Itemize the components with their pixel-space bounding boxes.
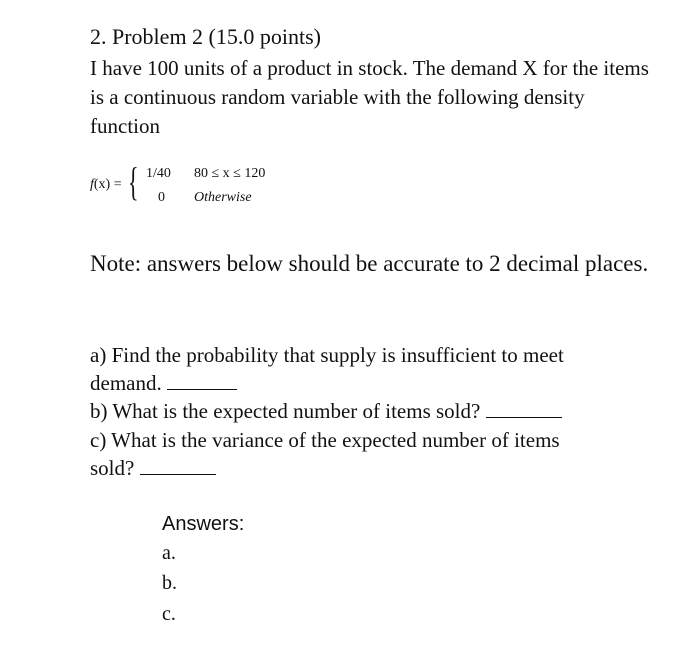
answer-b-label: b. (162, 572, 177, 594)
case1-condition: 80 ≤ x ≤ 120 (194, 166, 266, 181)
left-brace: { (128, 159, 139, 204)
question-a-line2 (90, 369, 237, 397)
answer-blank-b (486, 399, 562, 418)
case2-value: 0 (158, 190, 165, 205)
question-a-line1: a) Find the probability that supply is insufficient to meet (90, 343, 564, 367)
formula-lhs (90, 177, 122, 193)
question-b-text: b) What is the expected number of items sold? (90, 399, 481, 423)
answer-blank-c (140, 456, 216, 475)
accuracy-note: Note: answers below should be accurate to 2 decimal places. (90, 251, 649, 276)
answer-blank-a (167, 371, 237, 390)
density-function (90, 160, 330, 216)
question-c-text: sold? (90, 456, 135, 480)
answer-c-label: c. (162, 603, 176, 625)
formula-args: (x) = (93, 177, 122, 192)
question-b (90, 397, 562, 425)
case1-value: 1/40 (146, 166, 171, 181)
case2-condition: Otherwise (194, 190, 252, 205)
answer-a-label: a. (162, 542, 176, 564)
answers-heading: Answers: (162, 513, 245, 535)
question-c-line1: c) What is the variance of the expected number of items (90, 428, 560, 452)
problem-title: 2. Problem 2 (15.0 points) (90, 24, 321, 49)
formula-f: f (90, 177, 94, 192)
question-c-line2 (90, 454, 216, 482)
question-a-text: demand. (90, 371, 162, 395)
problem-intro: I have 100 units of a product in stock. The demand X for the items is a continuous random variable with the following density function (90, 56, 649, 138)
